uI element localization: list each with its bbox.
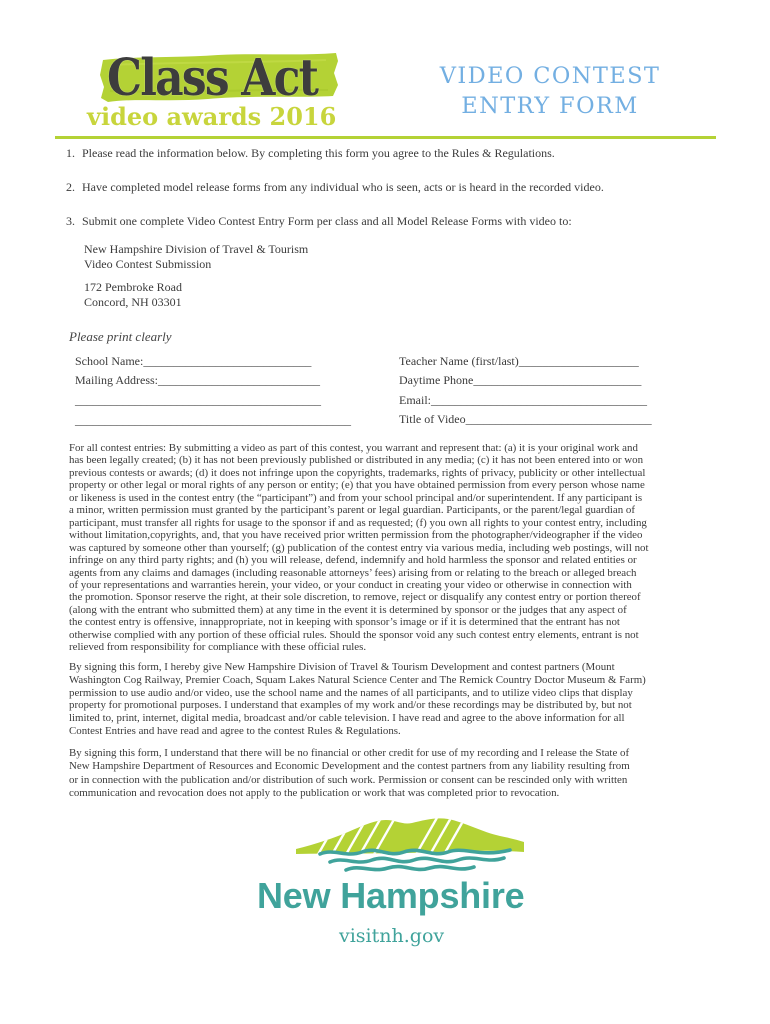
legal-text-line: property for promotional purposes. I understand that examples of my work and/or these recordings may be distributed by, but not (69, 699, 632, 712)
logo-title: Class Act (107, 49, 318, 108)
page-title (419, 62, 681, 121)
email-field (399, 393, 647, 408)
legal-text-line: has been legally created; (b) it has not been previously published or distributed in any media; (c) it has not been entered into or won (69, 454, 644, 467)
legal-text-line: otherwise complied with any portion of these official rules. Should the sponsor void any such contest entry elements, entrant is not (69, 628, 639, 641)
page-title-line-1: VIDEO CONTEST (439, 63, 661, 89)
mailing-address-label: Mailing Address: (75, 373, 158, 387)
school-name-blank[interactable]: ____________________________ (143, 354, 312, 368)
address-organization: New Hampshire Division of Travel & Tourism (84, 242, 309, 256)
instruction-item (66, 180, 604, 195)
legal-text-line: previous contests or awards; (d) it does not infringe upon the copyrights, trademarks, rights of privacy, publicity or other intellectual (69, 466, 646, 479)
mailing-address-blank[interactable]: ___________________________ (158, 373, 320, 387)
legal-text-line: New Hampshire Department of Resources and Economic Development and the contest partners from any liability resulting from (69, 760, 630, 773)
logo-subtitle: video awards 2016 (87, 102, 337, 131)
school-name-field (75, 354, 311, 369)
legal-text-line: or likeness is used in the contest entry (the “participant”) and from your school principal and/or superintendent. If any participant is (69, 491, 643, 504)
legal-text-line: of your representations and warranties herein, your video, or your conduct in creating your video or otherwise in connection with (69, 578, 632, 591)
legal-text-line: a minor, written permission must granted by the participant’s parent or legal guardian. Participants, or the parent/legal guardian of (69, 504, 636, 517)
legal-text-line: communication and revocation does not apply to the publication or work that was completed prior to revocation. (69, 786, 560, 799)
daytime-phone-blank[interactable]: ____________________________ (473, 373, 642, 387)
address-line-3-blank[interactable]: ______________________________________________ (75, 413, 351, 427)
address-city-state-zip: Concord, NH 03301 (84, 294, 182, 309)
teacher-name-field (399, 354, 639, 369)
legal-text-line: permission to use audio and/or video, use the school name and the names of all participants, and to utilize video clips that display (69, 686, 633, 699)
video-title-blank[interactable]: _______________________________ (465, 412, 652, 426)
legal-text-line: the promotion. Sponsor reserve the right, at their sole discretion, to remove, reject or disqualify any contest entry or portion thereof (69, 591, 641, 604)
page-title-line-2: ENTRY FORM (461, 92, 639, 119)
legal-text-line: without limitation,copyrights, and, that you have received prior written permission from the photographer/videographer if the video (69, 529, 643, 542)
form-heading: Please print clearly (69, 329, 172, 344)
video-title-field (399, 412, 652, 427)
address-line-2-field (75, 393, 321, 408)
mailing-address-recipient (84, 242, 308, 271)
legal-text-line: (along with the entrant who submitted them) at any time in the event it is determined by sponsor or the judges that any aspect of (69, 603, 627, 616)
address-street: 172 Pembroke Road (84, 280, 182, 294)
legal-text-line: the contest entry is offensive, innappropriate, not in keeping with sponsor’s image or if it is determined that the entrant has not (69, 616, 620, 629)
legal-text-line: limited to, print, internet, digital media, broadcast and/or cable television. I have read and agree to the above information for all (69, 712, 625, 725)
school-name-label: School Name: (75, 354, 144, 368)
legal-text-line: Contest Entries and have read and agree to the contest Rules & Regulations. (69, 724, 401, 737)
legal-text-line: or in connection with the publication and/or distribution of such work. Permission or consent can be rescinded only with written (69, 773, 628, 786)
address-line-2-blank[interactable]: _________________________________________ (75, 393, 321, 407)
instruction-text: Please read the information below. By completing this form you agree to the Rules & Regulations. (82, 146, 555, 160)
header-divider (55, 136, 716, 139)
daytime-phone-label: Daytime Phone (399, 373, 474, 387)
legal-text-line: By signing this form, I hereby give New Hampshire Division of Travel & Tourism Development and contest partners (Mount (69, 661, 615, 673)
mailing-address-field (75, 373, 320, 388)
legal-paragraph-permission (69, 661, 646, 738)
legal-text-line: Washington Cog Railway, Premier Coach, Squam Lakes Natural Science Center and The Remick Country Doctor Museum & Farm) (69, 673, 646, 686)
instruction-item (66, 146, 555, 161)
mountain-waves-icon (296, 816, 524, 874)
teacher-name-label: Teacher Name (first/last) (399, 354, 519, 368)
instruction-item (66, 214, 572, 229)
nh-logo-name: New Hampshire (257, 875, 525, 916)
legal-text-line: By signing this form, I understand that there will be no financial or other credit for use of my recording and I release the State of (69, 747, 630, 759)
legal-text-line: infringe on any third party rights; and (h) you will release, defend, indemnify and hold harmless the sponsor and related entities or (69, 554, 637, 567)
teacher-name-blank[interactable]: ____________________ (518, 354, 639, 368)
legal-text-line: participant, must transfer all rights for usage to the sponsor if and as requested; (f) you own all rights to your contest entry, including (69, 516, 647, 529)
email-blank[interactable]: ____________________________________ (431, 393, 647, 407)
instruction-number: 3. (66, 214, 75, 228)
address-line-3-field (75, 413, 351, 428)
legal-text-line: For all contest entries: By submitting a video as part of this contest, you warrant and represent that: (a) it is your original work and (69, 442, 638, 454)
legal-text-line: relieved from responsibility for compliance with these official rules. (69, 641, 367, 654)
instruction-text: Submit one complete Video Contest Entry Form per class and all Model Release Forms with video to: (82, 214, 572, 228)
instruction-number: 2. (66, 180, 75, 194)
legal-text-line: property or other legal or moral rights of any person or entity; (e) that you have obtained permission from every person whose name (69, 479, 645, 492)
nh-logo-url: visitnh.gov (339, 925, 445, 947)
legal-paragraph-warranties (69, 442, 649, 654)
legal-paragraph-release (69, 747, 630, 800)
legal-text-line: agents from any claims and damages (including reasonable attorneys’ fees) arising from or relating to the breach or alleged breach (69, 566, 637, 579)
address-attention: Video Contest Submission (84, 256, 212, 271)
video-title-label: Title of Video (399, 412, 466, 426)
instruction-number: 1. (66, 146, 75, 160)
instruction-text: Have completed model release forms from any individual who is seen, acts or is heard in the recorded video. (82, 180, 604, 194)
mailing-address-location (84, 280, 182, 309)
legal-text-line: was captured by someone other than yourself; (g) publication of the contest entry via various media, including web postings, will not (69, 541, 649, 554)
email-label: Email: (399, 393, 431, 407)
daytime-phone-field (399, 373, 641, 388)
